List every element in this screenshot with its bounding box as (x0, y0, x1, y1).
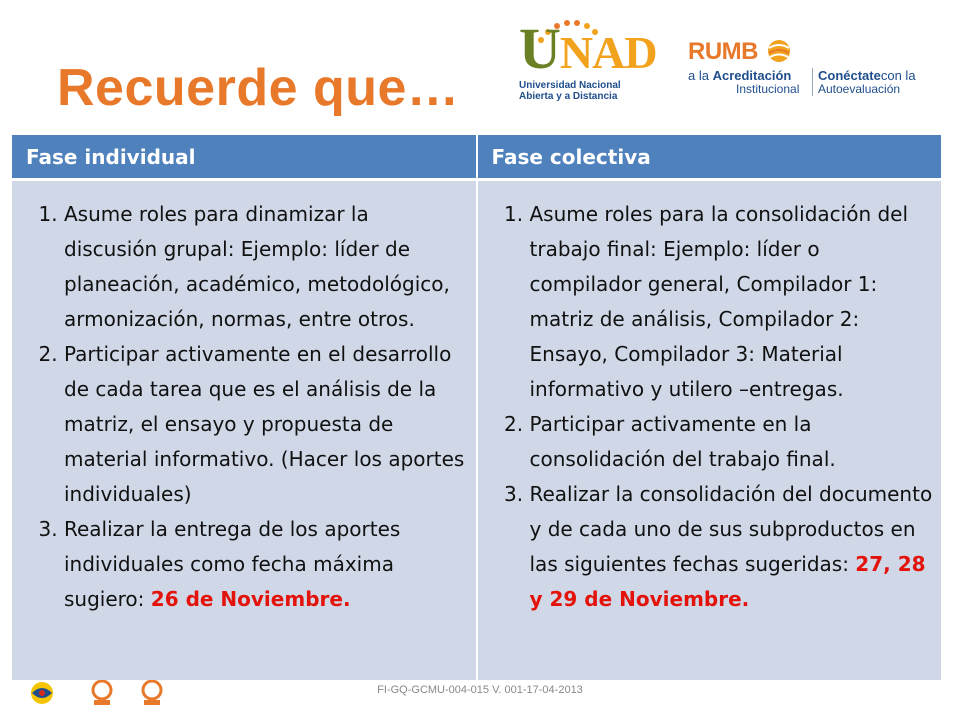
footer-document-code: FI-GQ-GCMU-004-015 V. 001-17-04-2013 (377, 684, 583, 696)
header-fase-individual: Fase individual (12, 135, 477, 180)
rumbo-line2: Institucional (736, 82, 800, 96)
colectiva-item-2: 2. Participar activamente en la consolidación del trabajo final. (530, 407, 934, 477)
individual-deadline: 26 de Noviembre. (150, 587, 351, 611)
rumbo-line1: a la Acreditación (688, 68, 792, 83)
colectiva-list (484, 197, 934, 617)
cell-fase-colectiva (477, 180, 942, 681)
rumbo-divider (812, 68, 813, 96)
rumbo-right-line1: Conéctatecon la (818, 68, 916, 83)
rumbo-sphere-icon (766, 38, 792, 64)
header-fase-colectiva: Fase colectiva (477, 135, 942, 180)
individual-item-3: 3. Realizar la entrega de los aportes individuales como fecha máxima sugiero: 26 de Noviembre. (64, 512, 468, 617)
individual-item-2: 2. Participar activamente en el desarrollo de cada tarea que es el análisis de la matriz, el ensayo y propuesta de material informativo. (Hacer los aportes individuales) (64, 337, 468, 512)
colectiva-item-1: 1. Asume roles para la consolidación del trabajo final: Ejemplo: líder o compilador general, Compilador 1: matriz de análisis, Compilador 2: Ensayo, Compilador 3: Material informativo y utilero –entregas. (530, 197, 934, 407)
unad-wordmark: UNAD (519, 16, 657, 81)
rumbo-wordmark: RUMB (688, 38, 758, 65)
individual-list (18, 197, 468, 617)
rumbo-right-line2: Autoevaluación (818, 82, 901, 96)
slide-title: Recuerde que… (57, 59, 460, 117)
unad-logo (515, 14, 665, 106)
colectiva-item-3: 3. Realizar la consolidación del documento y de cada uno de sus subproductos en las siguientes fechas sugeridas: 27, 28 y 29 de Noviembre. (530, 477, 934, 617)
phases-table (12, 135, 941, 680)
colectiva-deadline: 27, 28 y 29 de Noviembre. (529, 552, 926, 611)
individual-item-1: 1. Asume roles para dinamizar la discusión grupal: Ejemplo: líder de planeación, académico, metodológico, armonización, normas, entre otros. (64, 197, 468, 337)
cell-fase-individual (12, 180, 477, 681)
rumbo-acreditacion-logo (688, 38, 928, 100)
unad-subtitle: Universidad Nacional Abierta y a Distancia (519, 80, 621, 102)
